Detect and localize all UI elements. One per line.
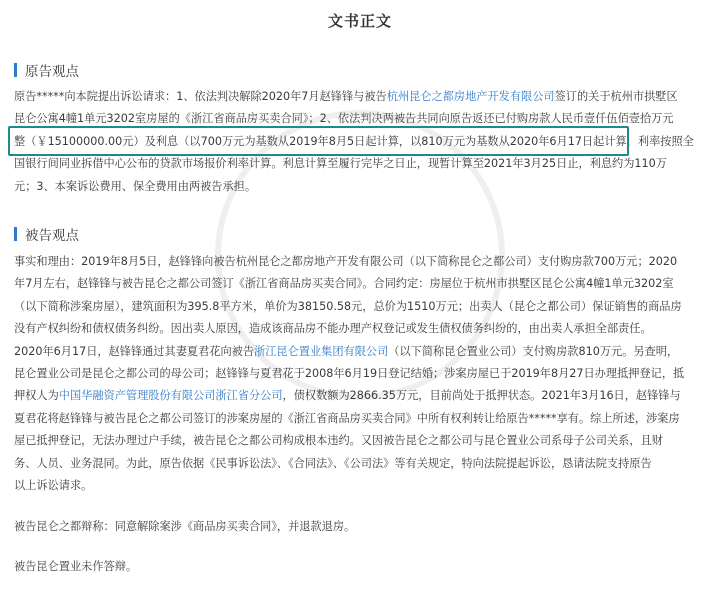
section-marker-bar [14, 227, 17, 241]
text-segment: 夏君花将赵锋锋与被告昆仑之都公司签订的涉案房屋的《浙江省商品房买卖合同》中所有权利转让给原告*****享有。综上所述，涉案房 [14, 411, 680, 425]
text-segment: 元；3、本案诉讼费用、保全费用由两被告承担。 [14, 179, 257, 193]
text-segment: ，债权数额为2866.35万元，目前尚处于抵押状态。2021年3月16日，赵锋锋与 [282, 389, 681, 403]
text-line [14, 475, 706, 497]
text-line [14, 453, 706, 475]
text-line [14, 318, 706, 340]
text-line [14, 86, 706, 108]
company-link[interactable]: 中国华融资产管理股份有限公司浙江省分公司 [58, 389, 283, 403]
section-defendant-header [14, 226, 79, 242]
text-line [14, 273, 706, 295]
text-segment: 年7月左右，赵锋锋与被告昆仑之都公司签订《浙江省商品房买卖合同》。合同约定：房屋位于杭州市拱墅区昆仑公寓4幢1单元3202室 [14, 277, 674, 291]
text-segment: （以下简称涉案房屋），建筑面积为395.8平方米，单价为38150.58元，总价为1510万元；出卖人（昆仑之都公司）保证销售的商品房 [14, 299, 682, 313]
text-segment: 没有产权纠纷和债权债务纠纷。因出卖人原因，造成该商品房不能办理产权登记或发生债权债务纠纷的，由出卖人承担全部责任。 [14, 322, 652, 336]
defendant-statement-1: 被告昆仑之都辩称：同意解除案涉《商品房买卖合同》，并退款退房。 [14, 520, 356, 533]
text-segment: 2020年6月17日，赵锋锋通过其妻夏君花向被告 [14, 344, 255, 358]
section-plaintiff-title: 原告观点 [25, 64, 79, 80]
text-segment: 国银行间同业拆借中心公布的贷款市场报价利率计算。利息计算至履行完毕之日止，现暂计算至2021年3月25日止，利息约为110万 [14, 157, 667, 171]
section-plaintiff-header [14, 62, 79, 78]
text-segment: 以上诉讼请求。 [14, 478, 93, 492]
text-line [14, 385, 706, 407]
defendant-paragraph [14, 251, 706, 497]
text-segment: 昆仑置业公司是昆仑之都公司的母公司；赵锋锋与夏君花于2008年6月19日登记结婚；涉案房屋已于2019年8月27日办理抵押登记，抵 [14, 366, 685, 380]
company-link[interactable]: 杭州昆仑之都房地产开发有限公司 [386, 90, 555, 103]
text-line [14, 131, 706, 153]
text-line [14, 153, 706, 175]
text-segment: 屋已抵押登记，无法办理过户手续，被告昆仑之都公司构成根本违约。又因被告昆仑之都公司与昆仑置业公司系母子公司关系，且财 [14, 434, 663, 448]
company-link[interactable]: 浙江昆仑置业集团有限公司 [254, 344, 389, 358]
text-line [14, 251, 706, 273]
text-line [14, 430, 706, 452]
defendant-statement-2: 被告昆仑置业未作答辩。 [14, 560, 138, 573]
text-line [14, 296, 706, 318]
text-line [14, 341, 706, 363]
text-segment: 昆仑公寓4幢1单元3202室房屋的《浙江省商品房买卖合同》；2、依法判决两被告共同向原告返还已付购房款人民币壹仟伍佰壹拾万元 [14, 112, 674, 126]
plaintiff-paragraph [14, 86, 706, 198]
text-segment: 签订的关于杭州市拱墅区 [554, 90, 678, 103]
section-defendant-title: 被告观点 [25, 228, 79, 244]
text-line [14, 408, 706, 430]
text-segment: 事实和理由：2019年8月5日，赵锋锋向被告杭州昆仑之都房地产开发有限公司（以下简称昆仑之都公司）支付购房款700万元；2020 [14, 255, 678, 268]
text-segment: 整（￥15100000.00元）及利息（以700万元为基数从2019年8月5日起计算，以810万元为基数从2020年6月17日起计算，利率按照全 [14, 134, 694, 148]
text-segment: 押权人为 [14, 389, 59, 403]
text-segment: （以下简称昆仑置业公司）支付购房款810万元。另查明， [388, 344, 679, 358]
page-title: 文书正文 [327, 12, 392, 30]
text-line [14, 108, 706, 130]
text-segment: 原告*****向本院提出诉讼请求：1、依法判决解除2020年7月赵锋锋与被告 [14, 90, 387, 103]
text-line [14, 176, 706, 198]
text-segment: 务、人员、业务混同。为此，原告依据《民事诉讼法》、《合同法》、《公司法》等有关规定，特向法院提起诉讼，恳请法院支持原告 [14, 456, 652, 470]
text-line [14, 363, 706, 385]
section-marker-bar [14, 63, 17, 77]
